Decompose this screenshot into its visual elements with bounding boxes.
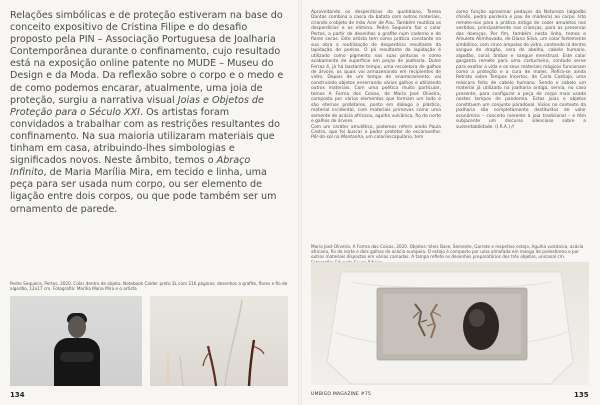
artist-head	[68, 316, 86, 338]
objects-photo	[150, 296, 288, 386]
magazine-footer: UMBIGO MAGAZINE #75	[311, 392, 371, 397]
artwork-photo	[311, 262, 589, 385]
intro-text-2: . Os artistas foram convidados a trabalhar com as restrições resultantes do confinamento. Na sua maioria utilizaram materiais que tinham em casa, atribuindo-lhes simbologias e significados novos. Neste âmbito, temos o	[10, 106, 280, 167]
col1-text-4: , um colar/escapulário, tem	[362, 135, 424, 141]
page-number-left: 134	[10, 391, 25, 399]
intro-text-3: , de Maria Marília Mira, em tecido e linha, uma peça para ser usada num corpo, ou ser elemento de ligação entre dois corpos, ou que pode também ser um ornamento de parede.	[10, 167, 277, 215]
photo-caption-left: Pedro Sequeira, Pertos, 2020. Colar dentro de objeto. Notebook Calder preto 3L com 216 páginas; desenhos a grafite, flores e fio de algodão, 12x17 cm. Fotografia: Marília Maria Mira e o artista	[10, 281, 288, 292]
intro-paragraph	[10, 10, 286, 216]
work-title-abraco: Abraço Infinito	[10, 155, 251, 179]
artwork-illustration	[311, 262, 589, 385]
work-title-acer: Acer de Pau	[366, 20, 394, 26]
dried-branches-illustration	[150, 296, 288, 386]
artist-photo	[10, 296, 142, 386]
intro-text-1: Relações simbólicas e de proteção estiveram na base do conceito expositivo de Cristina Filipe e do desafio proposto pela PIN – Associação Portuguesa de Joalharia Contemporânea durante o confinamento, cujo resultado está na exposição online patente no MUDE – Museu do Design e da Moda. Da reflexão sobre o corpo e o medo e de como podemos encarar, atualmente, uma joia de proteção, surgiu a narrativa visual	[10, 10, 284, 106]
artist-arms	[60, 352, 94, 362]
body-column-2: como função aproximar pedaços da Natureza (algodão chinês, pedra pardeira e pau de madeira) ao corpo. Isto remete-nos para a prática antiga de cozer amuletos nos vestidos, principalmente nas crianças, para as preservar das doenças. Por fim, também nesta linha, temos o Amuleto Alimhovado, de Diana Silva, um colar fortemente simbólico, com cinco ampolas de vidro, contendo lá dentro sangue de dragão, cera de abelha, cabelo humano, algodão, coral, âmbar e sangue menstrual. Este colar garganta remete para uma cartucheira, contudo serve para exaltar a vida e os seus materiais mágicos funcionam como a proteção e a cura de males. Refira-se ainda Retrato sobre Tempos Incertos, de Carla Castiajo, uma máscara feita de cabelo humano. Sendo o cabelo um material já utilizado na joalharia antiga, servia, no caso presente, para configurar a peça de corpo mais usada nestes tempos de pandemia. Estas joias e objetos constituem um conjunto paradoxal. Visíos no contexto da joalharia são completamente destituídos de valor económico – conceito inerente à joia tradicional – e têm subjacente um discurso silencioso sobre a sustentabilidade. (I.R.A.) //	[456, 10, 586, 130]
artist-torso	[54, 338, 100, 386]
photo-caption-right: Maria José Oliveira, A Forma das Coisas, 2020. Objetos: ténis Base, Semente, Garrote e respetivo estojo, Agulha vulcânica, acácia africana, fio do norte e dois galhos de acácia europeia. O estojo é composto por uma almofada em manga de poliestireno e por outros materiais dispostos em várias camadas. A tampa reflete os desenhos preparatórios dos três objetos, unicanal cm.	[311, 244, 584, 260]
body-column-1	[311, 10, 441, 141]
col1-text-1: Aproveitando os desperdícios do quotidiano, Teresa Dantas combina a casca da batata com outros materiais, criando o objeto de mão	[311, 10, 441, 26]
exhibition-title: Joias e Objetos de Proteção para o Século XXI	[10, 94, 264, 118]
col1-text-3: Com um caráter amulético, podemos referir ainda Paula Castro, que foi buscar o poder protetor do escaravelho.	[311, 124, 441, 135]
page-number-right: 135	[574, 391, 589, 399]
col1-text-2: . Também reutiliza os desperdícios e os elimina. Pedro Sequeira faz o colar Pertos, a partir de desenhos a grafite num caderno e de flores secas. Este artista tem como prática constante na sua obra a reutilização de desperdício resultante da lapidação de pedras. O pó resultante da lapidação é utilizado como pigmento nas suas pinturas e como acabamento de superfície em peças de joalharia. Dulce Ferraz é, já há bastante tempo, uma recoletora de galhos de árvore, os quais vai armazenando em recipientes de vidro. Depois de um tempo de enamoramento, vai construindo objetos enserrando vários galhos e utilizando outros materiais. Com uma poética muito particular, temos A Forma dos Coisas, de Maria José Oliveira, composta por vários elementos que formam um todo e são eternos protetores, ponto em diálogo o plástico, material incidental, com materiais primevos como uma semente de acácia africana, agulha vulcânica, fio do norte e galhos de árvore.	[311, 20, 442, 125]
work-title-por-do-sol: Pôr-do-sol na Montanha	[311, 135, 363, 141]
page-gutter	[298, 0, 302, 405]
